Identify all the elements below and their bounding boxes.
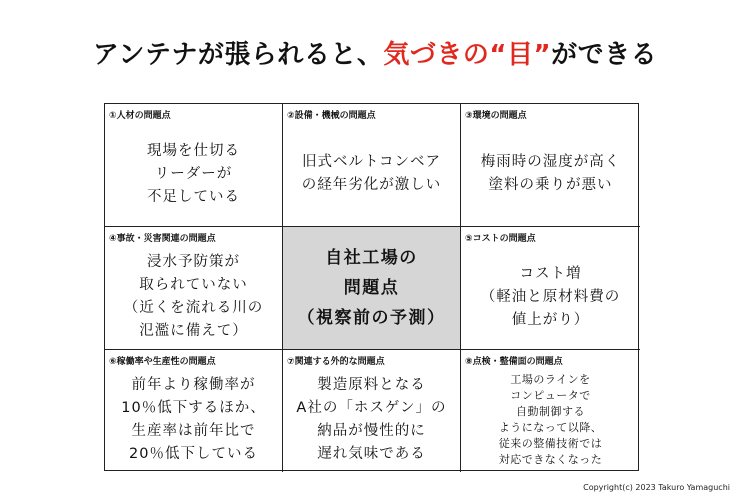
- cell-line: 納品が慢性的に: [317, 423, 426, 439]
- cell-line: リーダーが: [154, 165, 233, 182]
- cell-line: コンピュータで: [510, 389, 591, 402]
- cell-line: 旧式ベルトコンベア: [302, 154, 441, 170]
- cell-line: 氾濫に備えて）: [139, 323, 248, 339]
- cell-line: 不足している: [147, 188, 240, 205]
- cell-heading: ⑧点検・整備面の問題点: [465, 357, 563, 367]
- cell-utilization: [105, 350, 283, 472]
- cell-heading: ①人材の問題点: [109, 111, 171, 121]
- cell-cost: [461, 227, 640, 350]
- center-line: 自社工場の: [325, 248, 418, 268]
- cell-human-resources: [105, 104, 283, 227]
- cell-line: 浸水予防策が: [147, 254, 240, 270]
- cell-body: [283, 372, 460, 468]
- cell-maintenance: [461, 350, 640, 472]
- cell-line: 梅雨時の湿度が高く: [480, 154, 621, 170]
- cell-line: 対応できなくなった: [498, 453, 603, 466]
- slide-title: [0, 34, 750, 71]
- cell-heading: ⑦関連する外的な問題点: [287, 357, 385, 367]
- cell-line: 20％低下している: [129, 446, 258, 462]
- cell-body: [105, 249, 282, 345]
- center-body: [283, 227, 460, 349]
- cell-line: 取られていない: [139, 277, 248, 293]
- title-part-2: ができる: [551, 40, 658, 70]
- cell-line: ようになって以降、: [498, 421, 603, 434]
- cell-line: （近くを流れる川の: [123, 300, 264, 316]
- cell-line: 塗料の乗りが悪い: [488, 177, 613, 193]
- problem-matrix: [104, 103, 639, 471]
- title-accent: 気づきの“目”: [383, 40, 552, 70]
- cell-body: [461, 372, 640, 468]
- cell-line: 従来の整備技術では: [498, 437, 603, 450]
- title-part-1: アンテナが張られると、: [92, 40, 384, 70]
- cell-body: [105, 372, 282, 468]
- cell-line: 自動制御する: [516, 405, 585, 418]
- cell-heading: ④事故・災害関連の問題点: [109, 234, 216, 244]
- cell-body: [461, 249, 640, 345]
- cell-heading: ⑥稼働率や生産性の問題点: [109, 357, 216, 367]
- cell-body: [105, 126, 282, 222]
- cell-environment: [461, 104, 640, 227]
- cell-line: 工場のラインを: [510, 373, 591, 386]
- cell-equipment: [283, 104, 461, 227]
- cell-line: 製造原料となる: [317, 377, 426, 393]
- cell-line: コスト増: [519, 265, 582, 282]
- cell-center-theme: [283, 227, 461, 350]
- cell-external: [283, 350, 461, 472]
- cell-line: 生産率は前年比で: [131, 423, 256, 439]
- cell-line: の経年劣化が激しい: [301, 177, 442, 193]
- copyright-notice: Copyright(c) 2023 Takuro Yamaguchi: [583, 483, 730, 492]
- cell-heading: ⑤コストの問題点: [465, 234, 536, 244]
- cell-body: [283, 126, 460, 222]
- cell-accident-disaster: [105, 227, 283, 350]
- cell-heading: ③環境の問題点: [465, 111, 527, 121]
- cell-body: [461, 126, 640, 222]
- cell-line: （軽油と原材料費の: [480, 288, 621, 305]
- cell-line: 値上がり）: [511, 311, 590, 328]
- cell-line: 10％低下するほか、: [121, 400, 266, 416]
- center-line: 問題点: [343, 278, 400, 298]
- cell-line: 遅れ気味である: [317, 446, 426, 462]
- center-line: （視察前の予測）: [297, 308, 446, 328]
- cell-line: A社の「ホスゲン」の: [296, 400, 447, 416]
- cell-line: 前年より稼働率が: [131, 377, 256, 393]
- cell-line: 現場を仕切る: [147, 142, 240, 159]
- cell-heading: ②設備・機械の問題点: [287, 111, 376, 121]
